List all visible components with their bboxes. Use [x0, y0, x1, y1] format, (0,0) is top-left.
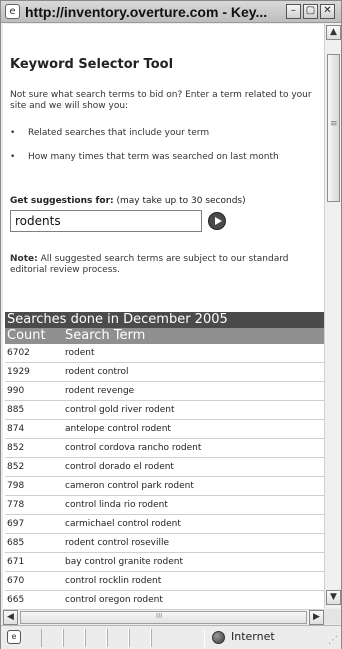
results-table: [5, 312, 324, 610]
result-term: control linda rio rodent: [65, 500, 168, 510]
results-heading: Searches done in December 2005: [5, 312, 324, 328]
result-term: control dorado el rodent: [65, 462, 174, 472]
scroll-left-button[interactable]: ◀: [3, 610, 18, 625]
result-count: 778: [7, 500, 25, 510]
result-row: [5, 439, 324, 458]
horizontal-scrollbar[interactable]: [3, 609, 324, 624]
result-term: antelope control rodent: [65, 424, 171, 434]
scroll-up-button[interactable]: ▲: [326, 25, 341, 40]
resize-grip-icon[interactable]: ⋰: [328, 635, 338, 646]
result-row: [5, 344, 324, 363]
result-count: 852: [7, 443, 25, 453]
result-count: 697: [7, 519, 25, 529]
term-column-header: Search Term: [65, 328, 146, 343]
scroll-down-button[interactable]: ▼: [326, 590, 341, 605]
status-cell: [107, 629, 129, 647]
result-row: [5, 401, 324, 420]
bullet-item: • Related searches that include your term: [10, 128, 210, 138]
result-term: control rocklin rodent: [65, 576, 162, 586]
result-term: control cordova rancho rodent: [65, 443, 202, 453]
page-title: Keyword Selector Tool: [10, 57, 174, 72]
vertical-scroll-thumb[interactable]: [327, 54, 340, 202]
result-row: [5, 553, 324, 572]
security-zone-label: Internet: [231, 630, 275, 643]
result-row: [5, 458, 324, 477]
status-bar: [1, 625, 341, 649]
internet-globe-icon: [212, 631, 225, 644]
result-term: control oregon rodent: [65, 595, 163, 605]
result-count: 671: [7, 557, 25, 567]
result-count: 670: [7, 576, 25, 586]
result-count: 852: [7, 462, 25, 472]
result-term: control gold river rodent: [65, 405, 175, 415]
status-cell: [85, 629, 107, 647]
bullet-item: • How many times that term was searched on last month: [10, 152, 279, 162]
page-icon: e: [5, 4, 20, 19]
status-cell: [41, 629, 63, 647]
close-button[interactable]: ✕: [320, 4, 335, 19]
result-term: rodent control roseville: [65, 538, 170, 548]
result-term: bay control granite rodent: [65, 557, 184, 567]
result-term: rodent control: [65, 367, 129, 377]
page-status-icon: e: [7, 630, 21, 644]
scroll-right-button[interactable]: ▶: [309, 610, 324, 625]
go-arrow-button[interactable]: [208, 212, 226, 230]
count-column-header: Count: [7, 328, 46, 343]
result-count: 1929: [7, 367, 30, 377]
result-count: 665: [7, 595, 25, 605]
result-count: 990: [7, 386, 25, 396]
scrollbar-corner: [324, 609, 341, 624]
title-bar[interactable]: [1, 1, 341, 23]
page-viewport: [3, 24, 324, 616]
result-row: [5, 572, 324, 591]
result-row: [5, 515, 324, 534]
window-title: http://inventory.overture.com - Key...: [25, 4, 268, 20]
result-row: [5, 496, 324, 515]
result-term: cameron control park rodent: [65, 481, 194, 491]
result-term: carmichael control rodent: [65, 519, 181, 529]
result-count: 885: [7, 405, 25, 415]
result-row: [5, 420, 324, 439]
status-cell: [63, 629, 85, 647]
results-column-headers: [5, 328, 324, 344]
result-row: [5, 534, 324, 553]
vertical-scrollbar[interactable]: [324, 24, 341, 608]
result-row: [5, 363, 324, 382]
maximize-button[interactable]: ▢: [303, 4, 318, 19]
result-row: [5, 477, 324, 496]
intro-text: Not sure what search terms to bid on? Enter a term related to your site and we will show you:: [10, 90, 312, 111]
status-cell: [129, 629, 151, 647]
minimize-button[interactable]: –: [286, 4, 301, 19]
suggestions-label: Get suggestions for: (may take up to 30 seconds): [10, 196, 246, 206]
editorial-note: Note: All suggested search terms are subject to our standard editorial review process.: [10, 254, 289, 275]
result-row: [5, 382, 324, 401]
search-term-input[interactable]: [10, 210, 202, 232]
result-count: 874: [7, 424, 25, 434]
result-term: rodent revenge: [65, 386, 135, 396]
result-count: 6702: [7, 348, 30, 358]
result-count: 685: [7, 538, 25, 548]
horizontal-scroll-thumb[interactable]: [20, 611, 307, 624]
result-row: [5, 591, 324, 610]
status-cell: [151, 629, 205, 647]
result-term: rodent: [65, 348, 95, 358]
result-count: 798: [7, 481, 25, 491]
